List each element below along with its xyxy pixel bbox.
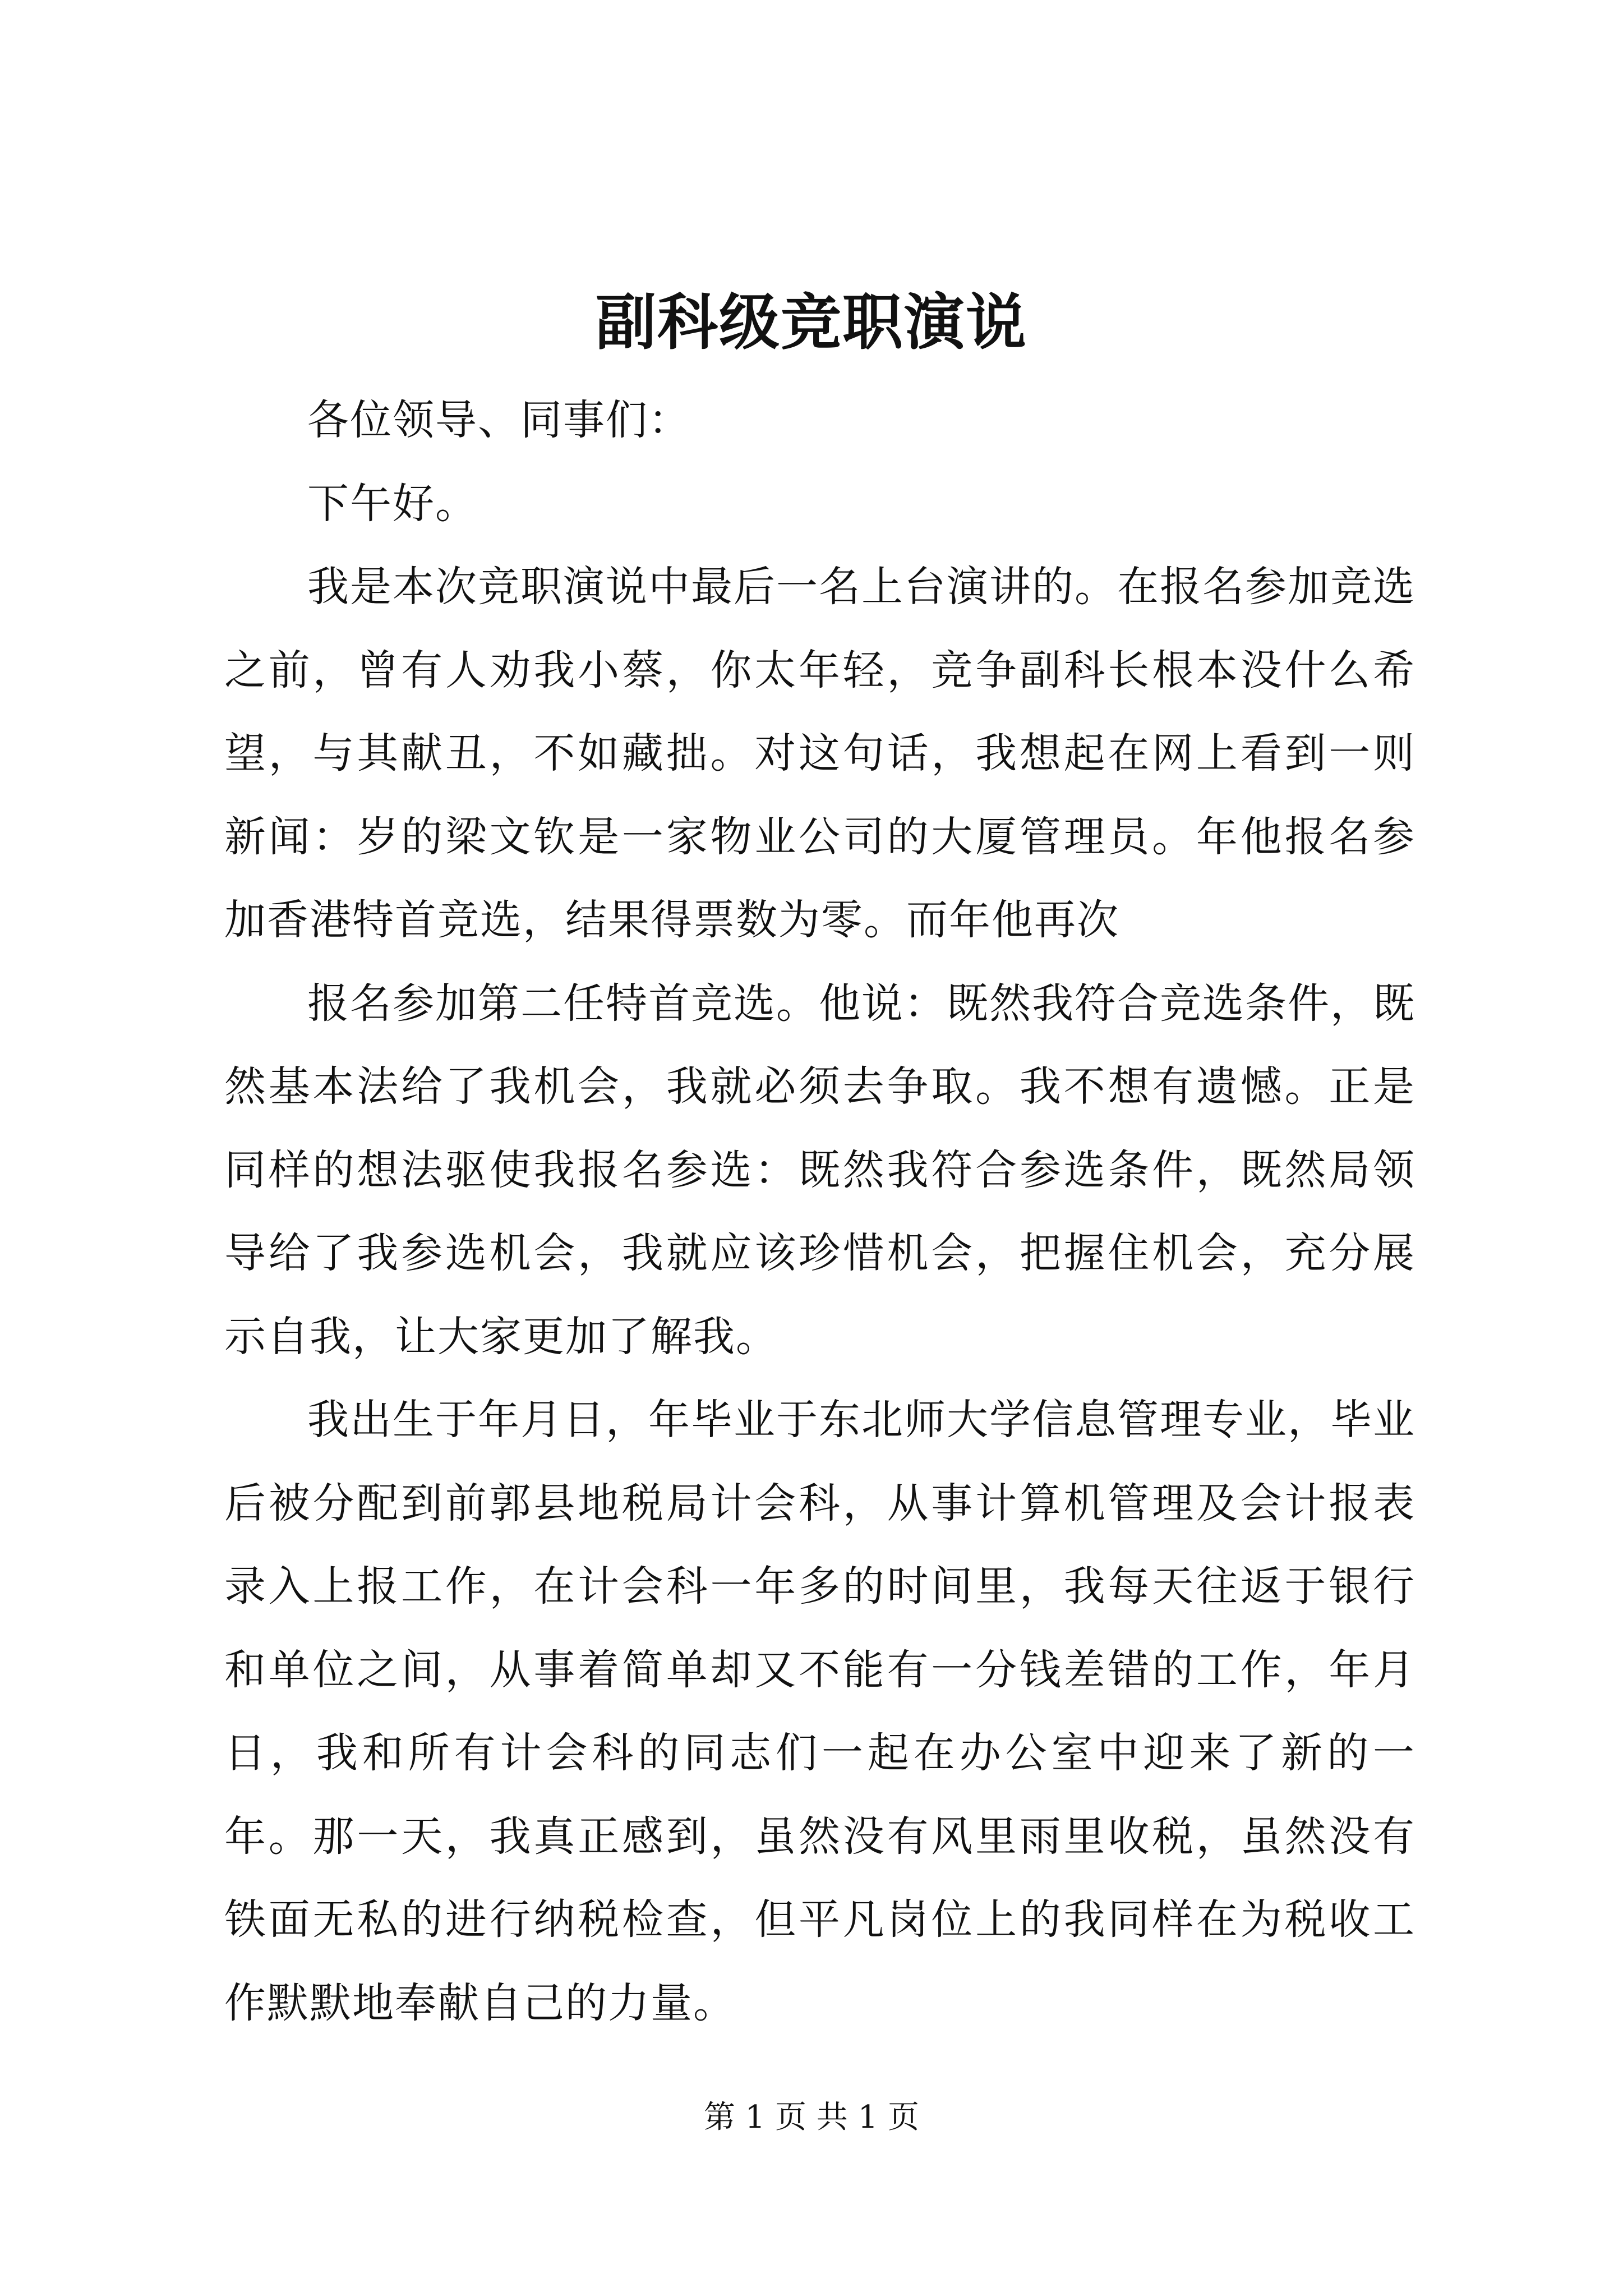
paragraph-greeting: 下午好。	[307, 479, 478, 528]
document-title: 副科级竞职演说	[595, 287, 1027, 358]
paragraph: 报名参加第二任特首竞选。他说：既然我符合竞选条件，既然基本法给了我机会，我就必须去争取。我不想有遗憾。正是同样的想法驱使我报名参选：既然我符合参选条件，既然局领导给了我参选机会，我就应该珍惜机会，把握住机会，充分展示自我，让大家更加了解我。	[224, 979, 1415, 1361]
page-footer: 第 1 页 共 1 页	[703, 2099, 920, 2136]
document-body	[224, 379, 1415, 2045]
paragraph: 我是本次竞职演说中最后一名上台演讲的。在报名参加竞选之前，曾有人劝我小蔡，你太年轻，竞争副科长根本没什么希望，与其献丑，不如藏拙。对这句话，我想起在网上看到一则新闻：岁的梁文钦是一家物业公司的大厦管理员。年他报名参加香港特首竞选，结果得票数为零。而年他再次	[224, 563, 1415, 944]
paragraph-salutation: 各位领导、同事们：	[307, 396, 691, 444]
paragraph: 我出生于年月日，年毕业于东北师大学信息管理专业，毕业后被分配到前郭县地税局计会科，从事计算机管理及会计报表录入上报工作，在计会科一年多的时间里，我每天往返于银行和单位之间，从事着简单却又不能有一分钱差错的工作，年月日，我和所有计会科的同志们一起在办公室中迎来了新的一年。那一天，我真正感到，虽然没有风里雨里收税，虽然没有铁面无私的进行纳税检查，但平凡岗位上的我同样在为税收工作默默地奉献自己的力量。	[224, 1396, 1415, 2027]
